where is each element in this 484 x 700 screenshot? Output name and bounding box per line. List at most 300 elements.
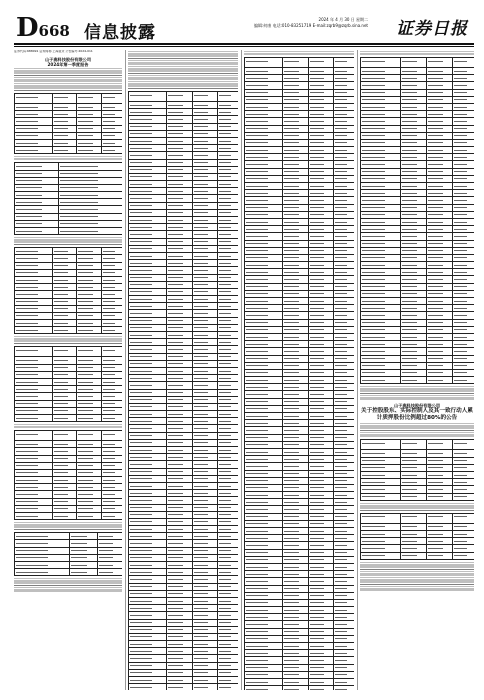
table-cell <box>361 370 401 376</box>
table-cell <box>167 246 192 252</box>
table-row <box>361 465 474 472</box>
table-cell <box>283 147 308 153</box>
table-cell <box>245 68 283 74</box>
table-row <box>245 557 354 564</box>
body-text <box>360 51 474 55</box>
table-row <box>361 545 474 552</box>
table-cell <box>129 404 167 410</box>
table-cell <box>218 361 238 367</box>
table-cell <box>245 435 283 441</box>
table-row <box>245 535 354 542</box>
table-cell <box>77 513 102 519</box>
table-row <box>15 306 122 313</box>
table-cell <box>218 576 238 582</box>
table-cell <box>77 140 102 146</box>
table-row <box>129 332 238 339</box>
table-row <box>245 550 354 557</box>
table-cell <box>453 118 474 124</box>
table-cell <box>129 375 167 381</box>
table-cell <box>167 188 192 194</box>
table-cell <box>453 356 474 362</box>
table-row <box>129 239 238 246</box>
table-row <box>361 241 474 248</box>
table-cell <box>283 535 308 541</box>
table-cell <box>245 90 283 96</box>
table-row <box>361 219 474 226</box>
table-cell <box>167 361 192 367</box>
table-cell <box>401 514 427 523</box>
table-cell <box>361 147 401 153</box>
table-row <box>245 686 354 690</box>
table-cell <box>427 458 453 464</box>
table-cell <box>218 354 238 360</box>
table-row <box>15 357 122 364</box>
table-cell <box>98 540 122 546</box>
table-cell <box>361 377 401 383</box>
table-cell <box>53 133 78 139</box>
table-cell <box>245 82 283 88</box>
table-cell <box>77 104 102 110</box>
table-row <box>245 58 354 68</box>
table-cell <box>245 140 283 146</box>
table-cell <box>167 641 192 647</box>
table-cell <box>129 584 167 590</box>
table-cell <box>129 253 167 259</box>
table-row <box>245 542 354 549</box>
table-cell <box>15 357 53 363</box>
table-cell <box>167 433 192 439</box>
table-cell <box>401 284 427 290</box>
table-cell <box>245 621 283 627</box>
table-row <box>361 58 474 68</box>
table-cell <box>309 291 334 297</box>
table-row <box>245 176 354 183</box>
table-cell <box>427 298 453 304</box>
table-cell <box>283 657 308 663</box>
table-row <box>245 226 354 233</box>
table-cell <box>334 169 354 175</box>
table-cell <box>53 306 78 312</box>
table-cell <box>334 205 354 211</box>
table-row <box>245 197 354 204</box>
table-cell <box>453 169 474 175</box>
table-cell <box>193 411 218 417</box>
table-cell <box>218 620 238 626</box>
table-cell <box>427 212 453 218</box>
table-row <box>129 116 238 123</box>
table-cell <box>334 550 354 556</box>
table-cell <box>309 169 334 175</box>
table-cell <box>283 521 308 527</box>
table-cell <box>193 188 218 194</box>
table-cell <box>15 533 70 539</box>
table-cell <box>309 686 334 690</box>
table-cell <box>77 393 102 399</box>
table-cell <box>218 310 238 316</box>
table-cell <box>167 526 192 532</box>
table-cell <box>361 276 401 282</box>
table-cell <box>334 542 354 548</box>
table-cell <box>15 284 53 290</box>
table-cell <box>453 494 474 500</box>
table-cell <box>245 686 283 690</box>
table-cell <box>361 133 401 139</box>
table-row <box>361 90 474 97</box>
table-cell <box>427 140 453 146</box>
table-cell <box>245 212 283 218</box>
table-cell <box>309 133 334 139</box>
table-cell <box>167 116 192 122</box>
table-cell <box>309 391 334 397</box>
table-cell <box>334 463 354 469</box>
table-cell <box>309 442 334 448</box>
table-cell <box>129 138 167 144</box>
table-row <box>15 365 122 372</box>
table-row <box>245 190 354 197</box>
table-cell <box>309 521 334 527</box>
table-row <box>129 289 238 296</box>
table-cell <box>427 147 453 153</box>
table-cell <box>129 167 167 173</box>
table-cell <box>218 210 238 216</box>
table-cell <box>167 195 192 201</box>
table-row <box>245 571 354 578</box>
table-cell <box>334 478 354 484</box>
table-row <box>361 262 474 269</box>
table-cell <box>361 176 401 182</box>
table-cell <box>167 404 192 410</box>
table-cell <box>401 341 427 347</box>
table-cell <box>129 210 167 216</box>
table-cell <box>129 655 167 661</box>
table-row <box>245 478 354 485</box>
table-row <box>129 102 238 109</box>
table-cell <box>453 205 474 211</box>
table-cell <box>309 327 334 333</box>
table-cell <box>334 312 354 318</box>
table-cell <box>15 513 53 519</box>
table-cell <box>245 521 283 527</box>
table-cell <box>129 440 167 446</box>
table-cell <box>427 305 453 311</box>
table-cell <box>15 347 53 356</box>
table-row <box>129 540 238 547</box>
table-cell <box>334 118 354 124</box>
table-row <box>129 555 238 562</box>
table-cell <box>167 519 192 525</box>
table-cell <box>453 58 474 67</box>
table-cell <box>453 197 474 203</box>
date: 2024 年 4 月 30 日 星期二 <box>318 17 368 22</box>
table-cell <box>77 477 102 483</box>
table-row <box>15 506 122 513</box>
table-cell <box>309 384 334 390</box>
table-cell <box>309 161 334 167</box>
table-cell <box>334 521 354 527</box>
body-text <box>14 68 122 82</box>
table-cell <box>245 629 283 635</box>
table-cell <box>361 226 401 232</box>
table-cell <box>59 163 122 169</box>
body-text <box>128 51 238 65</box>
table-cell <box>309 679 334 685</box>
table-row <box>15 386 122 393</box>
table-cell <box>129 231 167 237</box>
table-cell <box>309 420 334 426</box>
table-row <box>245 320 354 327</box>
table-cell <box>129 361 167 367</box>
table-cell <box>309 607 334 613</box>
table-cell <box>218 562 238 568</box>
table-row <box>361 312 474 319</box>
table-cell <box>427 183 453 189</box>
table-cell <box>401 486 427 492</box>
table-cell <box>283 463 308 469</box>
table-cell <box>453 248 474 254</box>
table-cell <box>53 104 78 110</box>
table-cell <box>245 197 283 203</box>
table-cell <box>129 533 167 539</box>
table-cell <box>102 104 122 110</box>
table-cell <box>401 97 427 103</box>
table-cell <box>193 569 218 575</box>
table-row <box>245 528 354 535</box>
table-cell <box>15 477 53 483</box>
body-text <box>14 237 122 245</box>
table-cell <box>193 627 218 633</box>
table-cell <box>401 111 427 117</box>
table-row <box>361 334 474 341</box>
table-cell <box>70 533 98 539</box>
table-cell <box>361 305 401 311</box>
table-cell <box>453 486 474 492</box>
table-row <box>15 178 122 185</box>
table-cell <box>283 550 308 556</box>
table-cell <box>193 634 218 640</box>
table-cell <box>283 557 308 563</box>
table-cell <box>218 526 238 532</box>
table-cell <box>309 600 334 606</box>
table-cell <box>167 239 192 245</box>
table-cell <box>453 298 474 304</box>
table-cell <box>309 427 334 433</box>
table-cell <box>401 68 427 74</box>
table-cell <box>167 224 192 230</box>
table-row <box>361 183 474 190</box>
table-cell <box>218 296 238 302</box>
table-cell <box>334 571 354 577</box>
table-cell <box>309 363 334 369</box>
table-cell <box>102 320 122 326</box>
table-cell <box>334 176 354 182</box>
table-cell <box>77 347 102 356</box>
table-cell <box>218 627 238 633</box>
table-cell <box>334 291 354 297</box>
table-row <box>245 140 354 147</box>
table-cell <box>167 217 192 223</box>
table-cell <box>361 269 401 275</box>
table-cell <box>309 406 334 412</box>
table-cell <box>167 505 192 511</box>
table-cell <box>193 641 218 647</box>
table-cell <box>77 111 102 117</box>
table-cell <box>193 497 218 503</box>
table-cell <box>245 363 283 369</box>
table-cell <box>427 58 453 67</box>
table-cell <box>167 663 192 669</box>
table-row <box>129 634 238 641</box>
table-cell <box>102 313 122 319</box>
table-cell <box>53 513 78 519</box>
table-row <box>15 347 122 357</box>
table-cell <box>309 58 334 67</box>
table-cell <box>283 190 308 196</box>
table-cell <box>53 484 78 490</box>
table-cell <box>427 262 453 268</box>
table-cell <box>453 140 474 146</box>
table-cell <box>309 97 334 103</box>
table-cell <box>167 425 192 431</box>
table-cell <box>309 435 334 441</box>
table-cell <box>245 133 283 139</box>
table-cell <box>129 260 167 266</box>
table-row <box>245 614 354 621</box>
table-cell <box>453 305 474 311</box>
table-row <box>15 147 122 154</box>
table-cell <box>245 262 283 268</box>
table-cell <box>218 425 238 431</box>
table-cell <box>283 276 308 282</box>
table-cell <box>309 341 334 347</box>
table-row <box>245 420 354 427</box>
table-cell <box>193 109 218 115</box>
table-cell <box>193 181 218 187</box>
table-row <box>129 684 238 690</box>
table-cell <box>361 161 401 167</box>
table-cell <box>309 550 334 556</box>
table-cell <box>245 514 283 520</box>
table-cell <box>77 284 102 290</box>
table-cell <box>283 435 308 441</box>
table-cell <box>427 82 453 88</box>
table-cell <box>15 372 53 378</box>
table-cell <box>59 228 122 234</box>
table-cell <box>218 569 238 575</box>
table-cell <box>53 320 78 326</box>
table-cell <box>361 320 401 326</box>
table-cell <box>427 75 453 81</box>
table-cell <box>102 284 122 290</box>
table-cell <box>361 514 401 523</box>
table-cell <box>245 413 283 419</box>
table-cell <box>167 332 192 338</box>
table-cell <box>453 341 474 347</box>
table-cell <box>361 190 401 196</box>
table-cell <box>167 354 192 360</box>
table-row <box>361 176 474 183</box>
table-row <box>361 370 474 377</box>
table-cell <box>283 593 308 599</box>
table-cell <box>129 576 167 582</box>
table-row <box>15 206 122 213</box>
table-cell <box>218 339 238 345</box>
table-cell <box>77 126 102 132</box>
table-cell <box>283 133 308 139</box>
table-cell <box>167 548 192 554</box>
table-row <box>361 147 474 154</box>
table <box>14 532 122 576</box>
table-row <box>361 276 474 283</box>
table-cell <box>218 555 238 561</box>
table-row <box>361 111 474 118</box>
table-cell <box>334 305 354 311</box>
table-cell <box>283 629 308 635</box>
table-cell <box>427 190 453 196</box>
table-cell <box>309 621 334 627</box>
table-cell <box>193 512 218 518</box>
table-cell <box>129 246 167 252</box>
table-cell <box>427 440 453 449</box>
table-cell <box>218 476 238 482</box>
table-cell <box>77 327 102 333</box>
table-cell <box>453 377 474 383</box>
table-cell <box>77 277 102 283</box>
table-cell <box>283 643 308 649</box>
table-cell <box>309 190 334 196</box>
table-cell <box>334 435 354 441</box>
table-cell <box>361 494 401 500</box>
table-cell <box>283 255 308 261</box>
table-cell <box>129 684 167 690</box>
table-cell <box>334 341 354 347</box>
table-cell <box>102 463 122 469</box>
table-cell <box>401 291 427 297</box>
table-cell <box>245 377 283 383</box>
table-cell <box>167 540 192 546</box>
table-cell <box>129 620 167 626</box>
table-cell <box>77 470 102 476</box>
table-cell <box>102 513 122 519</box>
table-cell <box>283 528 308 534</box>
table-cell <box>102 255 122 261</box>
table-cell <box>245 506 283 512</box>
table-cell <box>309 471 334 477</box>
table-row <box>129 160 238 167</box>
table-row <box>129 109 238 116</box>
table-cell <box>427 334 453 340</box>
table-cell <box>283 600 308 606</box>
table-row <box>129 188 238 195</box>
table-cell <box>167 612 192 618</box>
table-cell <box>77 448 102 454</box>
table-cell <box>427 133 453 139</box>
table-cell <box>129 425 167 431</box>
table-cell <box>193 160 218 166</box>
table-cell <box>309 140 334 146</box>
table-cell <box>245 190 283 196</box>
table-cell <box>309 118 334 124</box>
table-cell <box>401 75 427 81</box>
table-row <box>245 255 354 262</box>
table-row <box>245 133 354 140</box>
table-cell <box>129 296 167 302</box>
table-cell <box>245 176 283 182</box>
table-cell <box>245 126 283 132</box>
table-cell <box>361 440 401 449</box>
table-cell <box>53 299 78 305</box>
table-cell <box>167 368 192 374</box>
table-row <box>129 203 238 210</box>
